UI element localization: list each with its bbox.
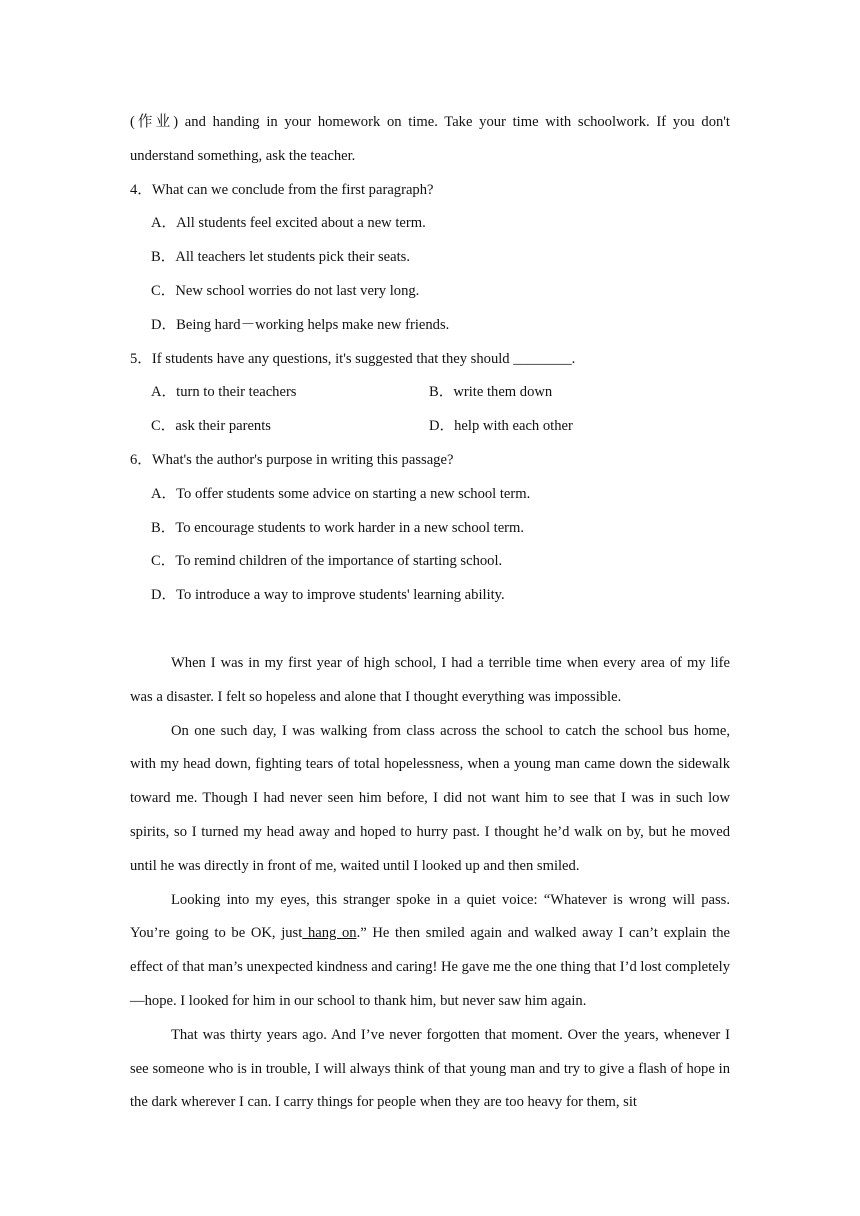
option-c: C．ask their parents (151, 418, 271, 435)
option-d: D．help with each other (429, 418, 573, 435)
question-4 (130, 174, 730, 343)
option-b: B．To encourage students to work harder in a new school term. (151, 519, 525, 536)
option-d: D．Being hard－working helps make new friends. (151, 316, 450, 333)
option-c: C．New school worries do not last very long. (151, 282, 420, 299)
option-a: A．All students feel excited about a new term. (151, 215, 426, 232)
passage-paragraph-1: When I was in my first year of high school, I had a terrible time when every area of my life was a disaster. I felt so hopeless and alone that I thought everything was impossible. (130, 654, 730, 705)
question-stem: 5．If students have any questions, it's suggested that they should ________. (130, 350, 576, 367)
option-b: B．write them down (429, 384, 553, 401)
option-b: B．All teachers let students pick their seats. (151, 249, 410, 266)
section-gap (130, 613, 730, 647)
option-a: A．turn to their teachers (151, 384, 297, 401)
question-stem: 4．What can we conclude from the first paragraph? (130, 181, 434, 198)
question-stem: 6．What's the author's purpose in writing this passage? (130, 451, 454, 468)
paragraph-text: Looking into my eyes, this stranger spoke in a quiet voice: “Whatever is wrong will pass. You’re going to be OK, just (130, 891, 730, 942)
passage-paragraph-2: On one such day, I was walking from class across the school to catch the school bus home, with my head down, fighting tears of total hopelessness, when a young man came down the sidewalk toward me. Though I had never seen him before, I did not want him to see that I was in such low spirits, so I turned my head away and hoped to hurry past. I thought he’d walk on by, but he moved until he was directly in front of me, waited until I looked up and then smiled. (130, 722, 730, 874)
underlined-phrase: hang on (302, 925, 357, 942)
option-a: A．To offer students some advice on starting a new school term. (151, 485, 531, 502)
previous-passage-tail: (作业) and handing in your homework on time. Take your time with schoolwork. If you don't understand something, ask the teacher. (130, 114, 730, 164)
paragraph-text: .” He then smiled again and walked away I can’t explain the effect of that man’s unexpected kindness and caring! He gave me the one thing that I’d lost completely—hope. I looked for him in our school to thank him, but never saw him again. (130, 925, 731, 1009)
passage-paragraph-4: That was thirty years ago. And I’ve never forgotten that moment. Over the years, whenever I see someone who is in trouble, I will always think of that young man and try to give a flash of hope in the dark wherever I can. I carry things for people when they are too heavy for them, sit (130, 1026, 730, 1111)
question-6 (130, 444, 730, 613)
question-5 (130, 343, 730, 444)
option-d: D．To introduce a way to improve students' learning ability. (151, 587, 505, 604)
passage-paragraph-3 (130, 884, 730, 1019)
document-page (130, 106, 730, 1120)
reading-passage (130, 647, 730, 1120)
option-c: C．To remind children of the importance of starting school. (151, 553, 503, 570)
